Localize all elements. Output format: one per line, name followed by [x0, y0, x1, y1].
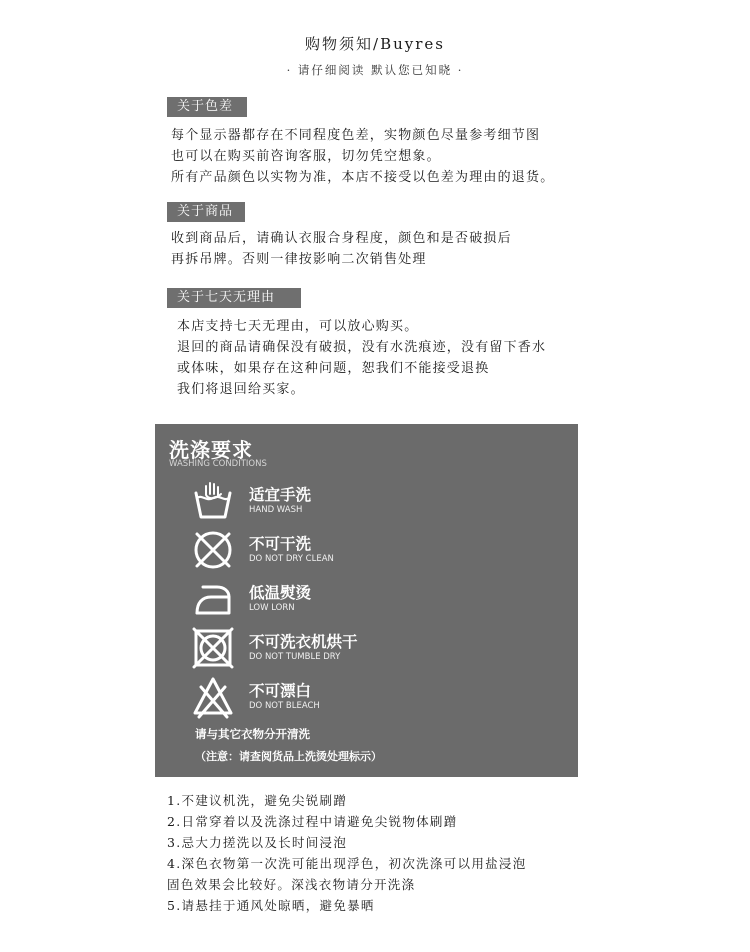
washing-item-label-en: LOW LORN: [249, 603, 295, 613]
section-text-products: [171, 228, 512, 270]
no-bleach-icon: [191, 675, 235, 719]
washing-item-label: 低温熨烫: [249, 584, 312, 602]
washing-item-label: 不可洗衣机烘干: [249, 633, 358, 651]
washing-note-check-label: （注意：请查阅货品上洗烫处理标示）: [195, 750, 382, 763]
care-note-item: 4.深色衣物第一次洗可能出现浮色，初次洗涤可以用盐浸泡: [167, 856, 527, 871]
care-note-item: 1.不建议机洗，避免尖锐刷蹭: [167, 793, 348, 808]
section-tag-products: 关于商品: [167, 202, 245, 222]
text-line: 再拆吊牌。否则一律按影响二次销售处理: [171, 252, 427, 267]
section-tag-seven-day-return: 关于七天无理由: [167, 288, 301, 308]
low-iron-icon: [191, 577, 235, 621]
washing-title: 洗涤要求: [169, 438, 253, 462]
washing-note-separate: 请与其它衣物分开清洗: [195, 727, 310, 741]
text-line: 也可以在购买前咨询客服，切勿凭空想象。: [171, 149, 441, 164]
washing-item-label: 适宜手洗: [249, 486, 312, 504]
no-tumble-dry-icon: [191, 626, 235, 670]
section-text-seven-day-return: [177, 316, 546, 400]
text-line: 所有产品颜色以实物为准，本店不接受以色差为理由的退货。: [171, 170, 555, 185]
text-line: 退回的商品请确保没有破损，没有水洗痕迹，没有留下香水: [177, 340, 547, 355]
text-line: 每个显示器都存在不同程度色差，实物颜色尽量参考细节图: [171, 128, 541, 143]
washing-subtitle: WASHING CONDITIONS: [169, 459, 267, 469]
page-subtitle: · 请仔细阅读 默认您已知晓 ·: [286, 63, 464, 77]
section-text-color-difference: [171, 125, 554, 188]
text-line: 或体味，如果存在这种问题，恕我们不能接受退换: [177, 361, 490, 376]
care-note-item: 5.请悬挂于通风处晾晒，避免暴晒: [167, 898, 375, 913]
washing-conditions-panel: [155, 424, 578, 777]
hand-wash-icon: [191, 479, 235, 523]
washing-item-label-en: HAND WASH: [249, 505, 303, 515]
no-dry-clean-icon: [191, 528, 235, 572]
text-line: 我们将退回给买家。: [177, 382, 305, 397]
care-note-item: 3.忌大力搓洗以及长时间浸泡: [167, 835, 348, 850]
washing-item-label: 不可漂白: [249, 682, 312, 700]
page-title: 购物须知/Buyres: [305, 35, 445, 53]
care-notes-list: [167, 790, 527, 916]
text-line: 本店支持七天无理由，可以放心购买。: [177, 319, 419, 334]
washing-item-label-en: DO NOT TUMBLE DRY: [249, 652, 341, 662]
washing-item-label-en: DO NOT BLEACH: [249, 701, 320, 711]
text-line: 收到商品后，请确认衣服合身程度，颜色和是否破损后: [171, 231, 512, 246]
washing-item-label-en: DO NOT DRY CLEAN: [249, 554, 334, 564]
section-tag-color-difference: 关于色差: [167, 97, 247, 117]
washing-item-label: 不可干洗: [249, 535, 312, 553]
care-note-item: 固色效果会比较好。深浅衣物请分开洗涤: [167, 877, 416, 892]
care-note-item: 2.日常穿着以及洗涤过程中请避免尖锐物体刷蹭: [167, 814, 458, 829]
